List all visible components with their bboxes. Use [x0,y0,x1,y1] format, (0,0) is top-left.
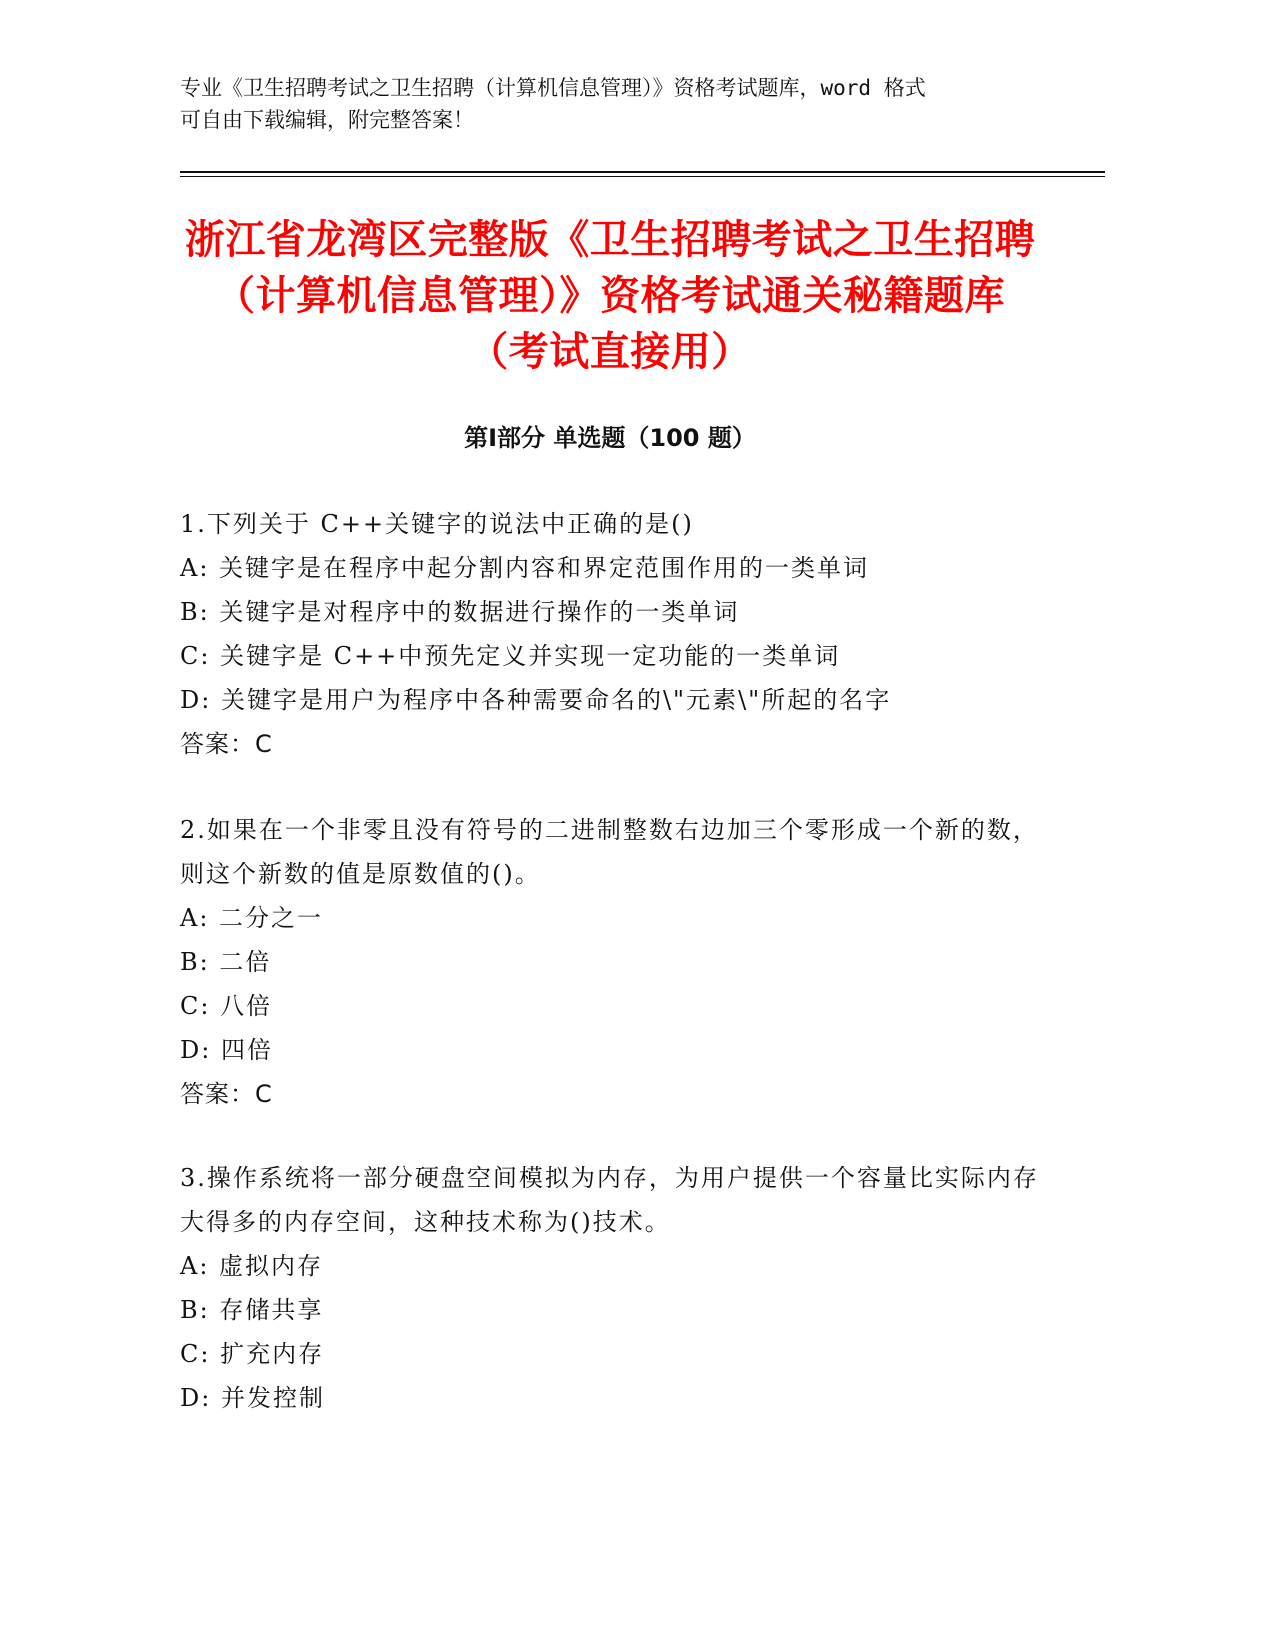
option-b: B: 二倍 [180,948,272,976]
option-a: A: 二分之一 [180,904,324,932]
option-a: A: 虚拟内存 [180,1252,324,1280]
question-stem: 2.如果在一个非零且没有符号的二进制整数右边加三个零形成一个新的数，则这个新数的值是原数值的()。 [180,816,1039,888]
question-1 [180,502,1040,766]
option-c: C: 扩充内存 [180,1340,325,1368]
header-divider-thick [180,171,1105,173]
answer-text: 答案：C [180,730,273,758]
header-note: 专业《卫生招聘考试之卫生招聘（计算机信息管理）》资格考试题库，word 格式 可自由下载编辑，附完整答案！ [180,76,926,132]
question-stem: 3.操作系统将一部分硬盘空间模拟为内存，为用户提供一个容量比实际内存大得多的内存空间，这种技术称为()技术。 [180,1164,1039,1236]
option-d: D: 并发控制 [180,1384,325,1412]
option-b: B: 关键字是对程序中的数据进行操作的一类单词 [180,598,740,626]
option-d: D: 关键字是用户为程序中各种需要命名的\"元素\"所起的名字 [180,686,892,714]
option-b: B: 存储共享 [180,1296,324,1324]
option-d: D: 四倍 [180,1036,273,1064]
answer-text: 答案：C [180,1080,273,1108]
option-a: A: 关键字是在程序中起分割内容和界定范围作用的一类单词 [180,554,870,582]
question-stem: 1.下列关于 C++关键字的说法中正确的是() [180,510,694,538]
question-3 [180,1156,1040,1420]
question-2 [180,808,1040,1116]
header-divider-thin [180,176,1105,177]
document-title: 浙江省龙湾区完整版《卫生招聘考试之卫生招聘（计算机信息管理）》资格考试通关秘籍题库（考试直接用） [184,217,1036,375]
option-c: C: 关键字是 C++中预先定义并实现一定功能的一类单词 [180,642,841,670]
section-heading: 第Ⅰ部分 单选题（100 题） [464,424,756,452]
option-c: C: 八倍 [180,992,273,1020]
